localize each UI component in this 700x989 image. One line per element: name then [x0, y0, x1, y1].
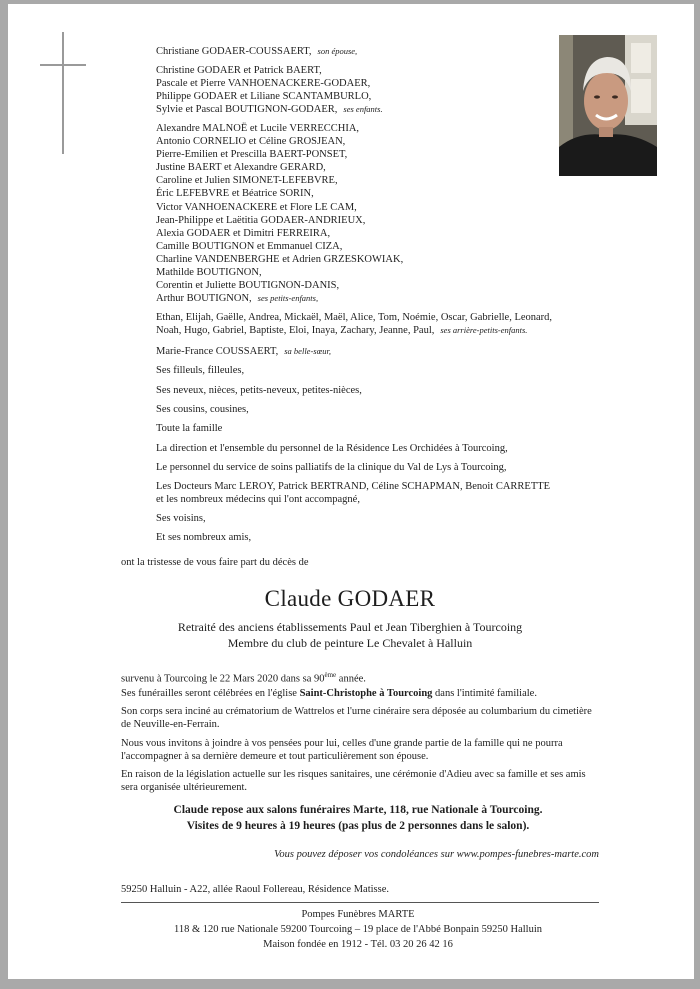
cross-icon	[62, 32, 64, 154]
family-group	[156, 531, 251, 544]
family-name: Justine BAERT et Alexandre GERARD,	[156, 162, 326, 174]
family-group	[156, 364, 244, 377]
family-role: ses arrière-petits-enfants.	[440, 325, 528, 336]
funeral-text-end: dans l'intimité familiale.	[432, 688, 537, 699]
cross-icon-bar	[40, 64, 86, 66]
invitation-notice: Nous vous invitons à joindre à vos pensées pour lui, celles d'une grande partie de la famille qui ne pourra l'accompagner à sa dernière demeure et tout particulièrement son épouse.	[121, 738, 563, 763]
death-sup: ème	[324, 671, 337, 679]
family-name: Pascale et Pierre VANHOENACKERE-GODAER,	[156, 78, 371, 90]
footer-company: Pompes Funèbres MARTE	[301, 909, 415, 920]
family-line	[156, 384, 362, 397]
family-name: Mathilde BOUTIGNON,	[156, 267, 262, 279]
family-group	[156, 345, 331, 358]
family-line	[156, 77, 383, 90]
home-address: 59250 Halluin - A22, allée Raoul Follereau, Résidence Matisse.	[121, 884, 389, 895]
death-notice	[121, 669, 599, 686]
family-line	[156, 64, 383, 77]
family-name: Ses voisins,	[156, 513, 206, 524]
family-name: Marie-France COUSSAERT,	[156, 346, 279, 357]
funeral-notice	[121, 687, 599, 700]
family-line	[156, 480, 550, 493]
family-name: Ses filleuls, filleules,	[156, 365, 245, 376]
family-name: Corentin et Juliette BOUTIGNON-DANIS,	[156, 280, 340, 292]
family-group	[156, 512, 206, 525]
family-group	[156, 311, 552, 337]
family-name: Les Docteurs Marc LEROY, Patrick BERTRAND, Céline SCHAPMAN, Benoit CARRETTE	[156, 481, 551, 492]
family-group	[156, 384, 362, 397]
family-line	[156, 442, 508, 455]
family-name: Arthur BOUTIGNON,	[156, 293, 252, 305]
death-text-end: année.	[336, 673, 366, 685]
family-name: Christiane GODAER-COUSSAERT,	[156, 46, 312, 57]
family-group	[156, 461, 507, 474]
family-line	[156, 461, 507, 474]
family-name: Ethan, Elijah, Gaëlle, Andrea, Mickaël, Maël, Alice, Tom, Noémie, Oscar, Gabrielle, Leonard,	[156, 312, 553, 323]
family-line	[156, 403, 249, 416]
family-group	[156, 403, 249, 416]
family-name: Toute la famille	[156, 423, 223, 434]
family-line	[156, 493, 550, 506]
rest-location: Claude repose aux salons funéraires Marte, 118, rue Nationale à Tourcoing.	[173, 804, 543, 816]
family-line	[156, 90, 383, 103]
family-name: Et ses nombreux amis,	[156, 532, 252, 543]
family-role: son épouse,	[317, 46, 358, 56]
family-line	[156, 266, 403, 279]
family-group	[156, 64, 383, 116]
family-line	[156, 135, 403, 148]
family-name: Le personnel du service de soins palliatifs de la clinique du Val de Lys à Tourcoing,	[156, 462, 507, 473]
intro-text: ont la tristesse de vous faire part du décès de	[121, 557, 309, 568]
church-name: Saint-Christophe à Tourcoing	[299, 688, 433, 699]
family-role: sa belle-sœur,	[284, 346, 331, 356]
divider	[121, 902, 599, 903]
family-line	[156, 214, 403, 227]
condolences-link[interactable]: Vous pouvez déposer vos condoléances sur www.pompes-funebres-marte.com	[274, 849, 599, 860]
family-name: Noah, Hugo, Gabriel, Baptiste, Eloi, Inaya, Zachary, Jeanne, Paul,	[156, 325, 435, 337]
family-name: Antonio CORNELIO et Céline GROSJEAN,	[156, 136, 346, 148]
family-name: Philippe GODAER et Liliane SCANTAMBURLO,	[156, 91, 372, 103]
family-line	[156, 103, 383, 116]
family-name: La direction et l'ensemble du personnel de la Résidence Les Orchidées à Tourcoing,	[156, 443, 508, 454]
family-name: Ses neveux, nièces, petits-neveux, petites-nièces,	[156, 385, 362, 396]
family-role: ses enfants.	[343, 104, 383, 115]
family-line	[156, 240, 403, 253]
subtitle-club: Membre du club de peinture Le Chevalet à Halluin	[227, 636, 473, 650]
death-text: survenu à Tourcoing le 22 Mars 2020 dans sa 90	[121, 673, 325, 685]
family-line	[156, 187, 403, 200]
family-name: Pierre-Emilien et Prescilla BAERT-PONSET,	[156, 149, 348, 161]
funeral-text: Ses funérailles seront célébrées en l'église	[121, 688, 300, 699]
family-line	[156, 531, 251, 544]
family-name: Éric LEFEBVRE et Béatrice SORIN,	[156, 188, 314, 200]
family-name: Caroline et Julien SIMONET-LEFEBVRE,	[156, 175, 338, 187]
family-line	[156, 364, 244, 377]
family-name: Jean-Philippe et Laëtitia GODAER-ANDRIEUX,	[156, 214, 366, 226]
family-line	[156, 253, 403, 266]
family-group	[156, 442, 508, 455]
family-line	[156, 148, 403, 161]
family-name: Charline VANDENBERGHE et Adrien GRZESKOWIAK,	[156, 253, 404, 265]
subtitle-career: Retraité des anciens établissements Paul et Jean Tiberghien à Tourcoing	[177, 620, 523, 634]
family-line	[156, 512, 206, 525]
family-name: Christine GODAER et Patrick BAERT,	[156, 65, 322, 76]
family-line	[156, 422, 222, 435]
family-line	[156, 279, 403, 292]
family-line	[156, 122, 403, 135]
family-name: Victor VANHOENACKERE et Flore LE CAM,	[156, 201, 357, 213]
sanitary-notice: En raison de la législation actuelle sur les risques sanitaires, une cérémonie d'Adieu avec sa famille et ses amis sera organisée ultérieurement.	[121, 769, 586, 794]
deceased-name: Claude GODAER	[264, 586, 436, 611]
portrait-photo	[559, 35, 657, 176]
family-line	[156, 45, 357, 58]
family-name: Camille BOUTIGNON et Emmanuel CIZA,	[156, 240, 343, 252]
visiting-hours: Visites de 9 heures à 19 heures (pas plus de 2 personnes dans le salon).	[186, 820, 530, 832]
family-name: Alexandre MALNOË et Lucile VERRECCHIA,	[156, 123, 360, 134]
family-line	[156, 227, 403, 240]
family-name: Sylvie et Pascal BOUTIGNON-GODAER,	[156, 104, 338, 116]
family-name: Alexia GODAER et Dimitri FERREIRA,	[156, 227, 331, 239]
family-line	[156, 161, 403, 174]
family-role: ses petits-enfants,	[257, 293, 319, 304]
family-line	[156, 324, 552, 337]
family-name: et les nombreux médecins qui l'ont accompagné,	[156, 494, 360, 506]
family-group	[156, 122, 403, 305]
family-name: Ses cousins, cousines,	[156, 404, 249, 415]
cremation-notice: Son corps sera inciné au crématorium de Wattrelos et l'urne cinéraire sera déposée au columbarium du cimetière de Neuville-en-Ferrain.	[121, 706, 592, 731]
footer-addresses: 118 & 120 rue Nationale 59200 Tourcoing – 19 place de l'Abbé Bonpain 59250 Halluin	[173, 924, 542, 935]
family-group	[156, 480, 550, 506]
footer-founded: Maison fondée en 1912 - Tél. 03 20 26 42 16	[263, 939, 453, 950]
family-line	[156, 201, 403, 214]
family-group	[156, 422, 222, 435]
family-group	[156, 45, 357, 58]
family-line	[156, 174, 403, 187]
family-line	[156, 345, 331, 358]
family-line	[156, 292, 403, 305]
family-line	[156, 311, 552, 324]
